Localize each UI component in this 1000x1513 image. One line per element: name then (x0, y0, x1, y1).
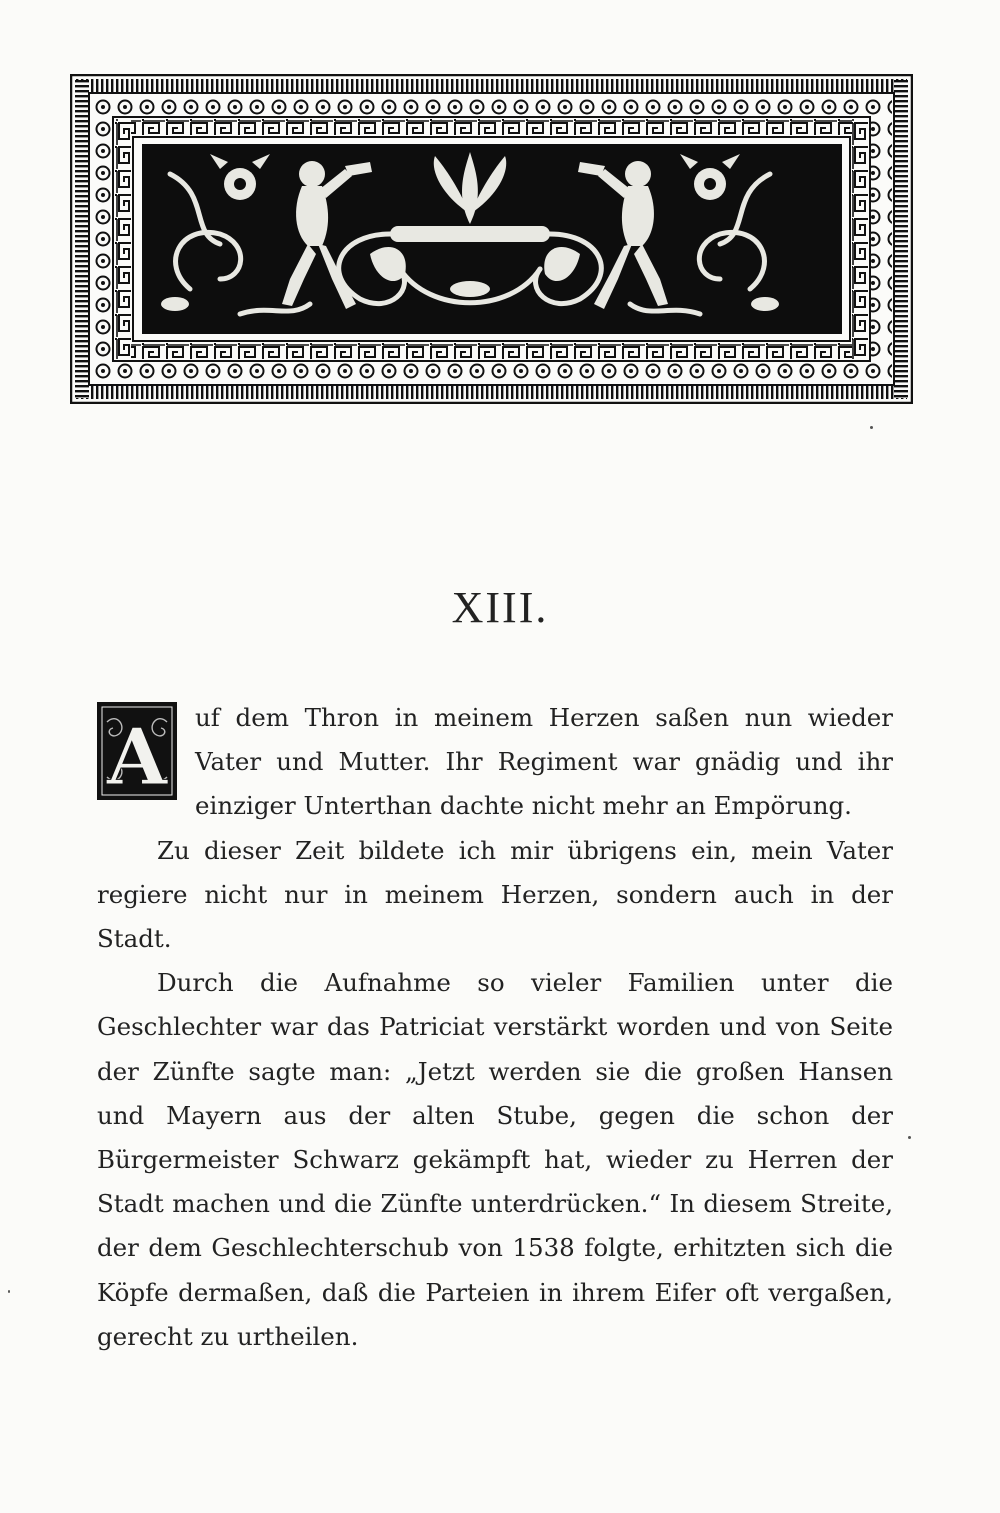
paragraph: Zu dieser Zeit bildete ich mir übrigens ein, mein Vater regiere nicht nur in meinem Herzen, sondern auch in der Stadt. (97, 835, 893, 954)
chapter-heading: XIII. (451, 583, 549, 632)
scan-speck (8, 1290, 10, 1293)
svg-text:A: A (106, 712, 168, 800)
scan-speck (908, 1136, 911, 1139)
scan-speck (870, 426, 873, 429)
page-text (97, 696, 893, 1359)
decorated-initial-a-icon (97, 702, 177, 800)
paragraph: uf dem Thron in meinem Herzen saßen nun wieder Vater und Mutter. Ihr Regiment war gnädig und ihr einziger Unterthan dachte nicht mehr an Empörung. (195, 703, 893, 821)
paragraph: Durch die Aufnahme so vieler Familien unter die Geschlechter war das Patriciat verstärkt worden und von Seite der Zünfte sagte man: „Jetzt werden sie die großen Hansen und Mayern aus der alten Stube, gegen die schon der Bürgermeister Schwarz gekämpft hat, wieder zu Herren der Stadt machen und die Zünfte unterdrücken.“ In diesem Streite, der dem Geschlechterschub von 1538 folgte, erhitzten sich die Köpfe dermaßen, daß die Parteien in ihrem Eifer oft vergaßen, gerecht zu urtheilen. (97, 968, 893, 1351)
ornament-header-icon (70, 74, 913, 404)
